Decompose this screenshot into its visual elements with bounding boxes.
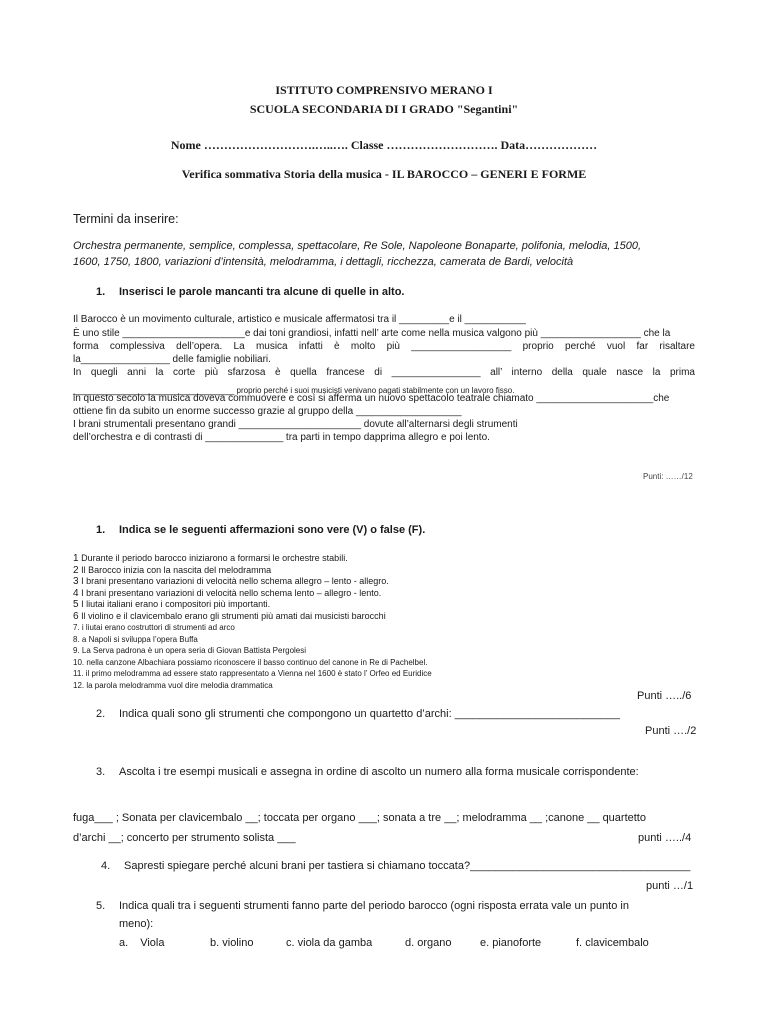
section-5-points: punti …/1 [646, 880, 694, 892]
option-label: Viola [140, 937, 165, 949]
list-item [73, 563, 432, 575]
fill-line-4: la________________ delle famiglie nobiliari. [73, 354, 271, 365]
item-text: nella canzone Albachiara possiamo riconoscere il basso continuo del canone in Re di Pachelbel. [84, 657, 428, 667]
section-4-text: Ascolta i tre esempi musicali e assegna in ordine di ascolto un numero alla forma musicale corrispondente: [119, 766, 639, 778]
fill-line-8: ottiene fin da subito un enorme successo grazie al gruppo della ___________________ [73, 406, 462, 417]
item-number: 10. [73, 657, 85, 667]
school-subtitle: SCUOLA SECONDARIA DI I GRADO "Segantini" [249, 102, 519, 116]
fill-line-9: I brani strumentali presentano grandi ______________________ dovute all’alternarsi degli strumenti [73, 419, 518, 430]
item-number: 2 [73, 564, 79, 576]
section-6-text-1: Indica quali tra i seguenti strumenti fanno parte del periodo barocco (ogni risposta errata vale un punto in [119, 900, 629, 912]
terms-line-2: 1600, 1750, 1800, variazioni d’intensità, melodramma, i dettagli, ricchezza, camerata de Bardi, velocità [73, 256, 574, 268]
fill-line-1: Il Barocco è un movimento culturale, artistico e musicale affermatosi tra il _________e il ___________ [73, 314, 526, 325]
student-fields: Nome ……………………….…..…. Classe ………………………. Data……………… [170, 138, 598, 152]
list-item [73, 678, 432, 690]
item-number: 4 [73, 587, 79, 599]
option-a [119, 937, 164, 949]
item-number: 8. [73, 634, 80, 644]
section-5-text: Sapresti spiegare perché alcuni brani per tastiera si chiamano toccata?____________________________________ [124, 860, 691, 872]
option-letter: e. [480, 937, 490, 949]
item-number: 11. [73, 669, 84, 678]
option-f [576, 937, 649, 949]
list-item [73, 620, 432, 632]
item-text: La Serva padrona è un opera seria di Giovan Battista Pergolesi [79, 646, 307, 655]
list-item [73, 632, 432, 644]
option-label: clavicembalo [585, 937, 649, 949]
test-title: Verifica sommativa Storia della musica - IL BAROCCO – GENERI E FORME [181, 167, 587, 181]
terms-heading: Termini da inserire: [73, 212, 179, 226]
fill-line-5: In quegli anni la corte più sfarzosa è quella francese di ________________ all’ interno della quale nasce la prima [73, 367, 695, 378]
school-name: ISTITUTO COMPRENSIVO MERANO I [275, 83, 493, 97]
fill-line-7: in questo secolo la musica doveva commuovere e così si afferma un nuovo spettacolo teatrale chiamato _____________________che [73, 393, 670, 404]
fill-line-10: dell’orchestra e di contrasti di ______________ tra parti in tempo dapprima allegro e poi lento. [73, 432, 490, 443]
section-3-number: 2. [96, 708, 106, 720]
option-letter: d. [405, 937, 415, 949]
section-2-points: Punti …../6 [637, 690, 692, 702]
item-text: I brani presentano variazioni di velocità nello schema allegro – lento - allegro. [78, 576, 389, 586]
item-number: 9. [73, 646, 80, 655]
option-letter: c. [286, 937, 295, 949]
section-2-heading: Indica se le seguenti affermazioni sono vere (V) o false (F). [119, 524, 426, 536]
item-text: I brani presentano variazioni di velocità nello schema lento – allegro - lento. [78, 587, 382, 598]
list-item [73, 655, 432, 667]
section-4-number: 3. [96, 766, 106, 778]
section-2-number: 1. [96, 524, 106, 536]
item-number: 6 [73, 610, 79, 622]
item-number: 12. [73, 680, 85, 690]
fill-blank: _____________________________ [73, 385, 235, 396]
section-5-number: 4. [101, 860, 111, 872]
terms-line-1: Orchestra permanente, semplice, complessa, spettacolare, Re Sole, Napoleone Bonaparte, polifonia, melodia, 1500, [73, 240, 642, 252]
item-number: 3 [73, 576, 79, 587]
fill-line-6-text: proprio perché i suoi musicisti venivano pagati stabilmente con un lavoro fisso. [234, 386, 515, 395]
option-letter: f. [576, 937, 583, 949]
item-text: Il Barocco inizia con la nascita del melodramma [78, 564, 272, 575]
item-text: Il violino e il clavicembalo erano gli strumenti più amati dai musicisti barocchi [78, 610, 386, 621]
list-item [73, 643, 432, 655]
section-1-heading: Inserisci le parole mancanti tra alcune di quelle in alto. [119, 286, 405, 298]
fill-line-2: È uno stile ______________________e dai toni grandiosi, infatti nell’ arte come nella musica valgono più __________________ che la [73, 328, 671, 339]
section-6-number: 5. [96, 900, 106, 912]
item-text: il primo melodramma ad essere stato rappresentato a Vienna nel 1600 è stato l’ Orfeo ed Euridice [83, 669, 432, 678]
option-b [210, 937, 253, 949]
option-label: organo [417, 937, 452, 949]
fill-line-3: forma complessiva dell’opera. La musica infatti è molto più __________________ proprio perché vuol far risaltare [73, 341, 695, 352]
section-3-points: Punti …./2 [645, 725, 697, 737]
section-1-number: 1. [96, 286, 106, 298]
item-text: a Napoli si sviluppa l’opera Buffa [79, 634, 198, 644]
item-text: Durante il periodo barocco iniziarono a formarsi le orchestre stabili. [78, 553, 348, 563]
section-1-points: Punti: ……/12 [643, 472, 693, 481]
list-item [73, 597, 432, 609]
list-item [73, 586, 432, 598]
section-4-forms-line-1: fuga___ ; Sonata per clavicembalo __; toccata per organo ___; sonata a tre __; melodramma __ ;canone __ quartetto [73, 812, 646, 824]
item-text: i liutai erano costruttori di strumenti ad arco [79, 623, 235, 632]
option-c [286, 937, 372, 949]
item-number: 1 [73, 553, 79, 564]
option-letter: b. [210, 937, 220, 949]
option-label: violino [222, 937, 254, 949]
option-label: viola da gamba [297, 937, 373, 949]
tf-list [73, 551, 432, 689]
item-number: 7. [73, 623, 80, 632]
option-letter: a. [119, 937, 129, 949]
section-6-text-2: meno): [119, 918, 154, 930]
item-number: 5 [73, 599, 79, 610]
item-text: I liutai italiani erano i compositori più importanti. [78, 599, 271, 609]
section-4-forms-line-2: d’archi __; concerto per strumento solista ___ [73, 832, 296, 844]
option-d [405, 937, 452, 949]
item-text: la parola melodramma vuol dire melodia drammatica [84, 680, 273, 690]
option-e [480, 937, 541, 949]
section-4-points: punti …../4 [638, 832, 692, 844]
option-label: pianoforte [492, 937, 542, 949]
list-item [73, 666, 432, 678]
section-3-text: Indica quali sono gli strumenti che compongono un quartetto d’archi: ___________________________ [119, 708, 620, 720]
list-item [73, 551, 432, 563]
list-item [73, 574, 432, 586]
list-item [73, 609, 432, 621]
